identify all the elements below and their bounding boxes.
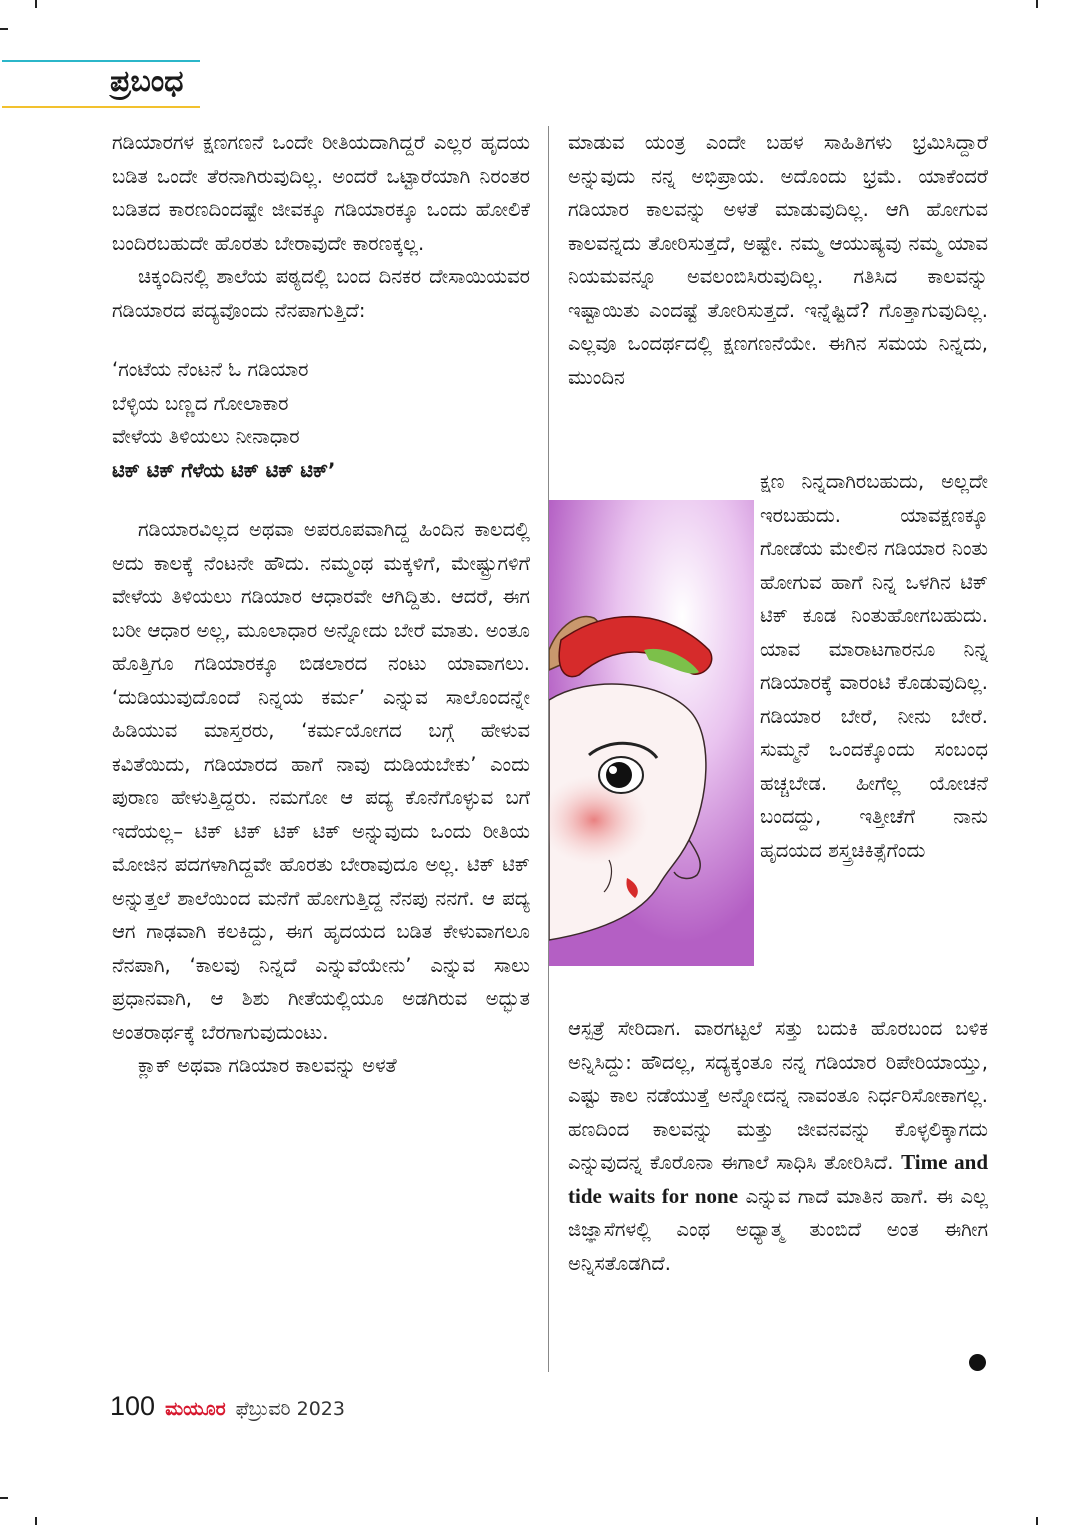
crop-mark-left-lower	[0, 1497, 8, 1499]
poem-line-1: ‘ಗಂಟೆಯ ನೆಂಟನೆ ಓ ಗಡಿಯಾರ	[112, 358, 309, 381]
right-column-wrap	[760, 465, 988, 867]
poem-line-3: ವೇಳೆಯ ತಿಳಿಯಲು ನೀನಾಧಾರ	[112, 425, 300, 448]
crop-mark-left-upper	[0, 28, 8, 30]
right-bottom-end: ಎನ್ನುವ ಗಾದೆ ಮಾತಿನ ಹಾಗೆ. ಈ ಎಲ್ಲ ಜಿಜ್ಞಾಸೆಗಳಲ್ಲಿ ಎಂಥ ಅಧ್ಯಾತ್ಮ ತುಂಬಿದೆ ಅಂತ ಈಗೀಗ ಅನ್ನಿಸತೊಡಗಿದೆ.	[568, 1184, 989, 1275]
issue-date: ಫೆಬ್ರುವರಿ 2023	[235, 1398, 345, 1420]
poem-line-4: ಟಿಕ್ ಟಿಕ್ ಗೆಳೆಯ ಟಿಕ್ ಟಿಕ್ ಟಿಕ್’	[112, 458, 336, 482]
end-mark-dot	[969, 1354, 986, 1371]
english-phrase: Time and tide waits for none	[568, 1150, 988, 1208]
paragraph-3: ಗಡಿಯಾರವಿಲ್ಲದ ಅಥವಾ ಅಪರೂಪವಾಗಿದ್ದ ಹಿಂದಿನ ಕಾಲದಲ್ಲಿ ಅದು ಕಾಲಕ್ಕೆ ನೆಂಟನೇ ಹೌದು. ನಮ್ಮಂಥ ಮಕ್ಕಳಿಗೆ, ಮೇಷ್ಟ್ರುಗಳಿಗೆ ವೇಳೆಯ ತಿಳಿಯಲು ಗಡಿಯಾರ ಆಧಾರವೇ ಆಗಿದ್ದಿತು. ಆದರೆ, ಈಗ ಬರೀ ಆಧಾರ ಅಲ್ಲ, ಮೂಲಾಧಾರ ಅನ್ನೋದು ಬೇರೆ ಮಾತು. ಅಂತೂ ಹೊತ್ತಿಗೂ ಗಡಿಯಾರಕ್ಕೂ ಬಿಡಲಾರದ ನಂಟು ಯಾವಾಗಲು. ‘ದುಡಿಯುವುದೊಂದೆ ನಿನ್ನಯ ಕರ್ಮ’ ಎನ್ನುವ ಸಾಲೊಂದನ್ನೇ ಹಿಡಿಯುವ ಮಾಸ್ತರರು, ‘ಕರ್ಮಯೋಗದ ಬಗ್ಗೆ ಹೇಳುವ ಕವಿತೆಯಿದು, ಗಡಿಯಾರದ ಹಾಗೆ ನಾವು ದುಡಿಯಬೇಕು’ ಎಂದು ಪುರಾಣ ಹೇಳುತ್ತಿದ್ದರು. ನಮಗೋ ಆ ಪದ್ಯ ಕೊನೆಗೊಳ್ಳುವ ಬಗೆ ಇದೆಯಲ್ಲ– ಟಿಕ್ ಟಿಕ್ ಟಿಕ್ ಟಿಕ್ ಅನ್ನುವುದು ಒಂದು ರೀತಿಯ ಮೋಜಿನ ಪದಗಳಾಗಿದ್ದವೇ ಹೊರತು ಬೇರಾವುದೂ ಅಲ್ಲ. ಟಿಕ್ ಟಿಕ್ ಅನ್ನುತ್ತಲೆ ಶಾಲೆಯಿಂದ ಮನೆಗೆ ಹೋಗುತ್ತಿದ್ದ ನೆನಪು ನನಗೆ. ಆ ಪದ್ಯ ಆಗ ಗಾಢವಾಗಿ ಕಲಕಿದ್ದು, ಈಗ ಹೃದಯದ ಬಡಿತ ಕೇಳುವಾಗಲೂ ನೆನಪಾಗಿ, ‘ಕಾಲವು ನಿನ್ನದೆ ಎನ್ನುವೆಯೇನು’ ಎನ್ನುವ ಸಾಲು ಪ್ರಧಾನವಾಗಿ, ಆ ಶಿಶು ಗೀತೆಯಲ್ಲಿಯೂ ಅಡಗಿರುವ ಅದ್ಭುತ ಅಂತರಾರ್ಥಕ್ಕೆ ಬೆರಗಾಗುವುದುಂಟು.	[112, 518, 530, 1044]
crop-mark-bottom-left	[35, 1517, 37, 1525]
crop-mark-top-left	[35, 0, 37, 8]
right-bottom-start: ಆಸ್ಪತ್ರೆ ಸೇರಿದಾಗ. ವಾರಗಟ್ಟಲೆ ಸತ್ತು ಬದುಕಿ ಹೊರಬಂದ ಬಳಿಕ ಅನ್ನಿಸಿದ್ದು: ಹೌದಲ್ಲ, ಸದ್ಯಕ್ಕಂತೂ ನನ್ನ ಗಡಿಯಾರ ರಿಪೇರಿಯಾಯ್ತು, ಎಷ್ಟು ಕಾಲ ನಡೆಯುತ್ತೆ ಅನ್ನೋದನ್ನ ನಾವಂತೂ ನಿರ್ಧರಿಸೋಕಾಗಲ್ಲ. ಹಣದಿಂದ ಕಾಲವನ್ನು ಮತ್ತು ಜೀವನವನ್ನು ಕೊಳ್ಳಲಿಕ್ಕಾಗದು ಎನ್ನುವುದನ್ನ ಕೊರೊನಾ ಈಗಾಲೆ ಸಾಧಿಸಿ ತೋರಿಸಿದೆ.	[568, 1017, 988, 1174]
paragraph-1: ಗಡಿಯಾರಗಳ ಕ್ಷಣಗಣನೆ ಒಂದೇ ರೀತಿಯದಾಗಿದ್ದರೆ ಎಲ್ಲರ ಹೃದಯ ಬಡಿತ ಒಂದೇ ತೆರನಾಗಿರುವುದಿಲ್ಲ. ಅಂದರೆ ಒಟ್ಟಾರೆಯಾಗಿ ನಿರಂತರ ಬಡಿತದ ಕಾರಣದಿಂದಷ್ಟೇ ಜೀವಕ್ಕೂ ಗಡಿಯಾರಕ್ಕೂ ಒಂದು ಹೋಲಿಕೆ ಬಂದಿರಬಹುದೇ ಹೊರತು ಬೇರಾವುದೇ ಕಾರಣಕ್ಕಲ್ಲ.	[112, 131, 530, 255]
face-illustration	[549, 500, 754, 966]
page-number: 100	[110, 1391, 156, 1421]
section-title: ಪ್ರಬಂಧ	[110, 64, 184, 99]
right-paragraph-top: ಮಾಡುವ ಯಂತ್ರ ಎಂದೇ ಬಹಳ ಸಾಹಿತಿಗಳು ಭ್ರಮಿಸಿದ್ದಾರೆ ಅನ್ನುವುದು ನನ್ನ ಅಭಿಪ್ರಾಯ. ಅದೊಂದು ಭ್ರಮೆ. ಯಾಕೆಂದರೆ ಗಡಿಯಾರ ಕಾಲವನ್ನು ಅಳತೆ ಮಾಡುವುದಿಲ್ಲ. ಆಗಿ ಹೋಗುವ ಕಾಲವನ್ನದು ತೋರಿಸುತ್ತದೆ, ಅಷ್ಟೇ. ನಮ್ಮ ಆಯುಷ್ಯವು ನಮ್ಮ ಯಾವ ನಿಯಮವನ್ನೂ ಅವಲಂಬಿಸಿರುವುದಿಲ್ಲ. ಗತಿಸಿದ ಕಾಲವನ್ನು ಇಷ್ಟಾಯಿತು ಎಂದಷ್ಟೆ ತೋರಿಸುತ್ತದೆ. ಇನ್ನೆಷ್ಟಿದೆ? ಗೊತ್ತಾಗುವುದಿಲ್ಲ. ಎಲ್ಲವೂ ಒಂದರ್ಥದಲ್ಲಿ ಕ್ಷಣಗಣನೆಯೇ. ಈಗಿನ ಸಮಯ ನಿನ್ನದು, ಮುಂದಿನ	[568, 131, 988, 389]
right-column-bottom	[568, 1012, 988, 1280]
paragraph-4: ಕ್ಲಾಕ್ ಅಥವಾ ಗಡಿಯಾರ ಕಾಲವನ್ನು ಅಳತೆ	[138, 1054, 397, 1077]
crop-mark-bottom-right	[1036, 1517, 1038, 1525]
face-illustration-art	[549, 500, 754, 966]
page-footer	[110, 1391, 345, 1422]
section-rule-yellow	[2, 106, 200, 108]
left-column	[112, 126, 530, 1083]
right-column-top	[568, 126, 988, 394]
section-rule-teal	[2, 60, 200, 62]
crop-mark-top-right	[1036, 0, 1038, 8]
right-paragraph-bottom	[568, 1012, 988, 1280]
poem-line-2: ಬೆಳ್ಳಿಯ ಬಣ್ಣದ ಗೋಲಾಕಾರ	[112, 391, 289, 415]
poem-block	[112, 353, 530, 487]
magazine-logo: ಮಯೂರ	[165, 1398, 226, 1420]
right-paragraph-wrap: ಕ್ಷಣ ನಿನ್ನದಾಗಿರಬಹುದು, ಅಲ್ಲದೇ ಇರಬಹುದು. ಯಾವಕ್ಷಣಕ್ಕೂ ಗೋಡೆಯ ಮೇಲಿನ ಗಡಿಯಾರ ನಿಂತು ಹೋಗುವ ಹಾಗೆ ನಿನ್ನ ಒಳಗಿನ ಟಿಕ್ ಟಿಕ್ ಕೂಡ ನಿಂತುಹೋಗಬಹುದು. ಯಾವ ಮಾರಾಟಗಾರನೂ ನಿನ್ನ ಗಡಿಯಾರಕ್ಕೆ ವಾರಂಟಿ ಕೊಡುವುದಿಲ್ಲ. ಗಡಿಯಾರ ಬೇರೆ, ನೀನು ಬೇರೆ. ಸುಮ್ಮನೆ ಒಂದಕ್ಕೊಂದು ಸಂಬಂಧ ಹಚ್ಚಬೇಡ. ಹೀಗೆಲ್ಲ ಯೋಚನೆ ಬಂದದ್ದು, ಇತ್ತೀಚೆಗೆ ನಾನು ಹೃದಯದ ಶಸ್ತ್ರಚಿಕಿತ್ಸೆಗೆಂದು	[760, 470, 988, 862]
paragraph-2: ಚಿಕ್ಕಂದಿನಲ್ಲಿ ಶಾಲೆಯ ಪಠ್ಯದಲ್ಲಿ ಬಂದ ದಿನಕರ ದೇಸಾಯಿಯವರ ಗಡಿಯಾರದ ಪದ್ಯವೊಂದು ನೆನಪಾಗುತ್ತಿದೆ:	[112, 265, 530, 322]
